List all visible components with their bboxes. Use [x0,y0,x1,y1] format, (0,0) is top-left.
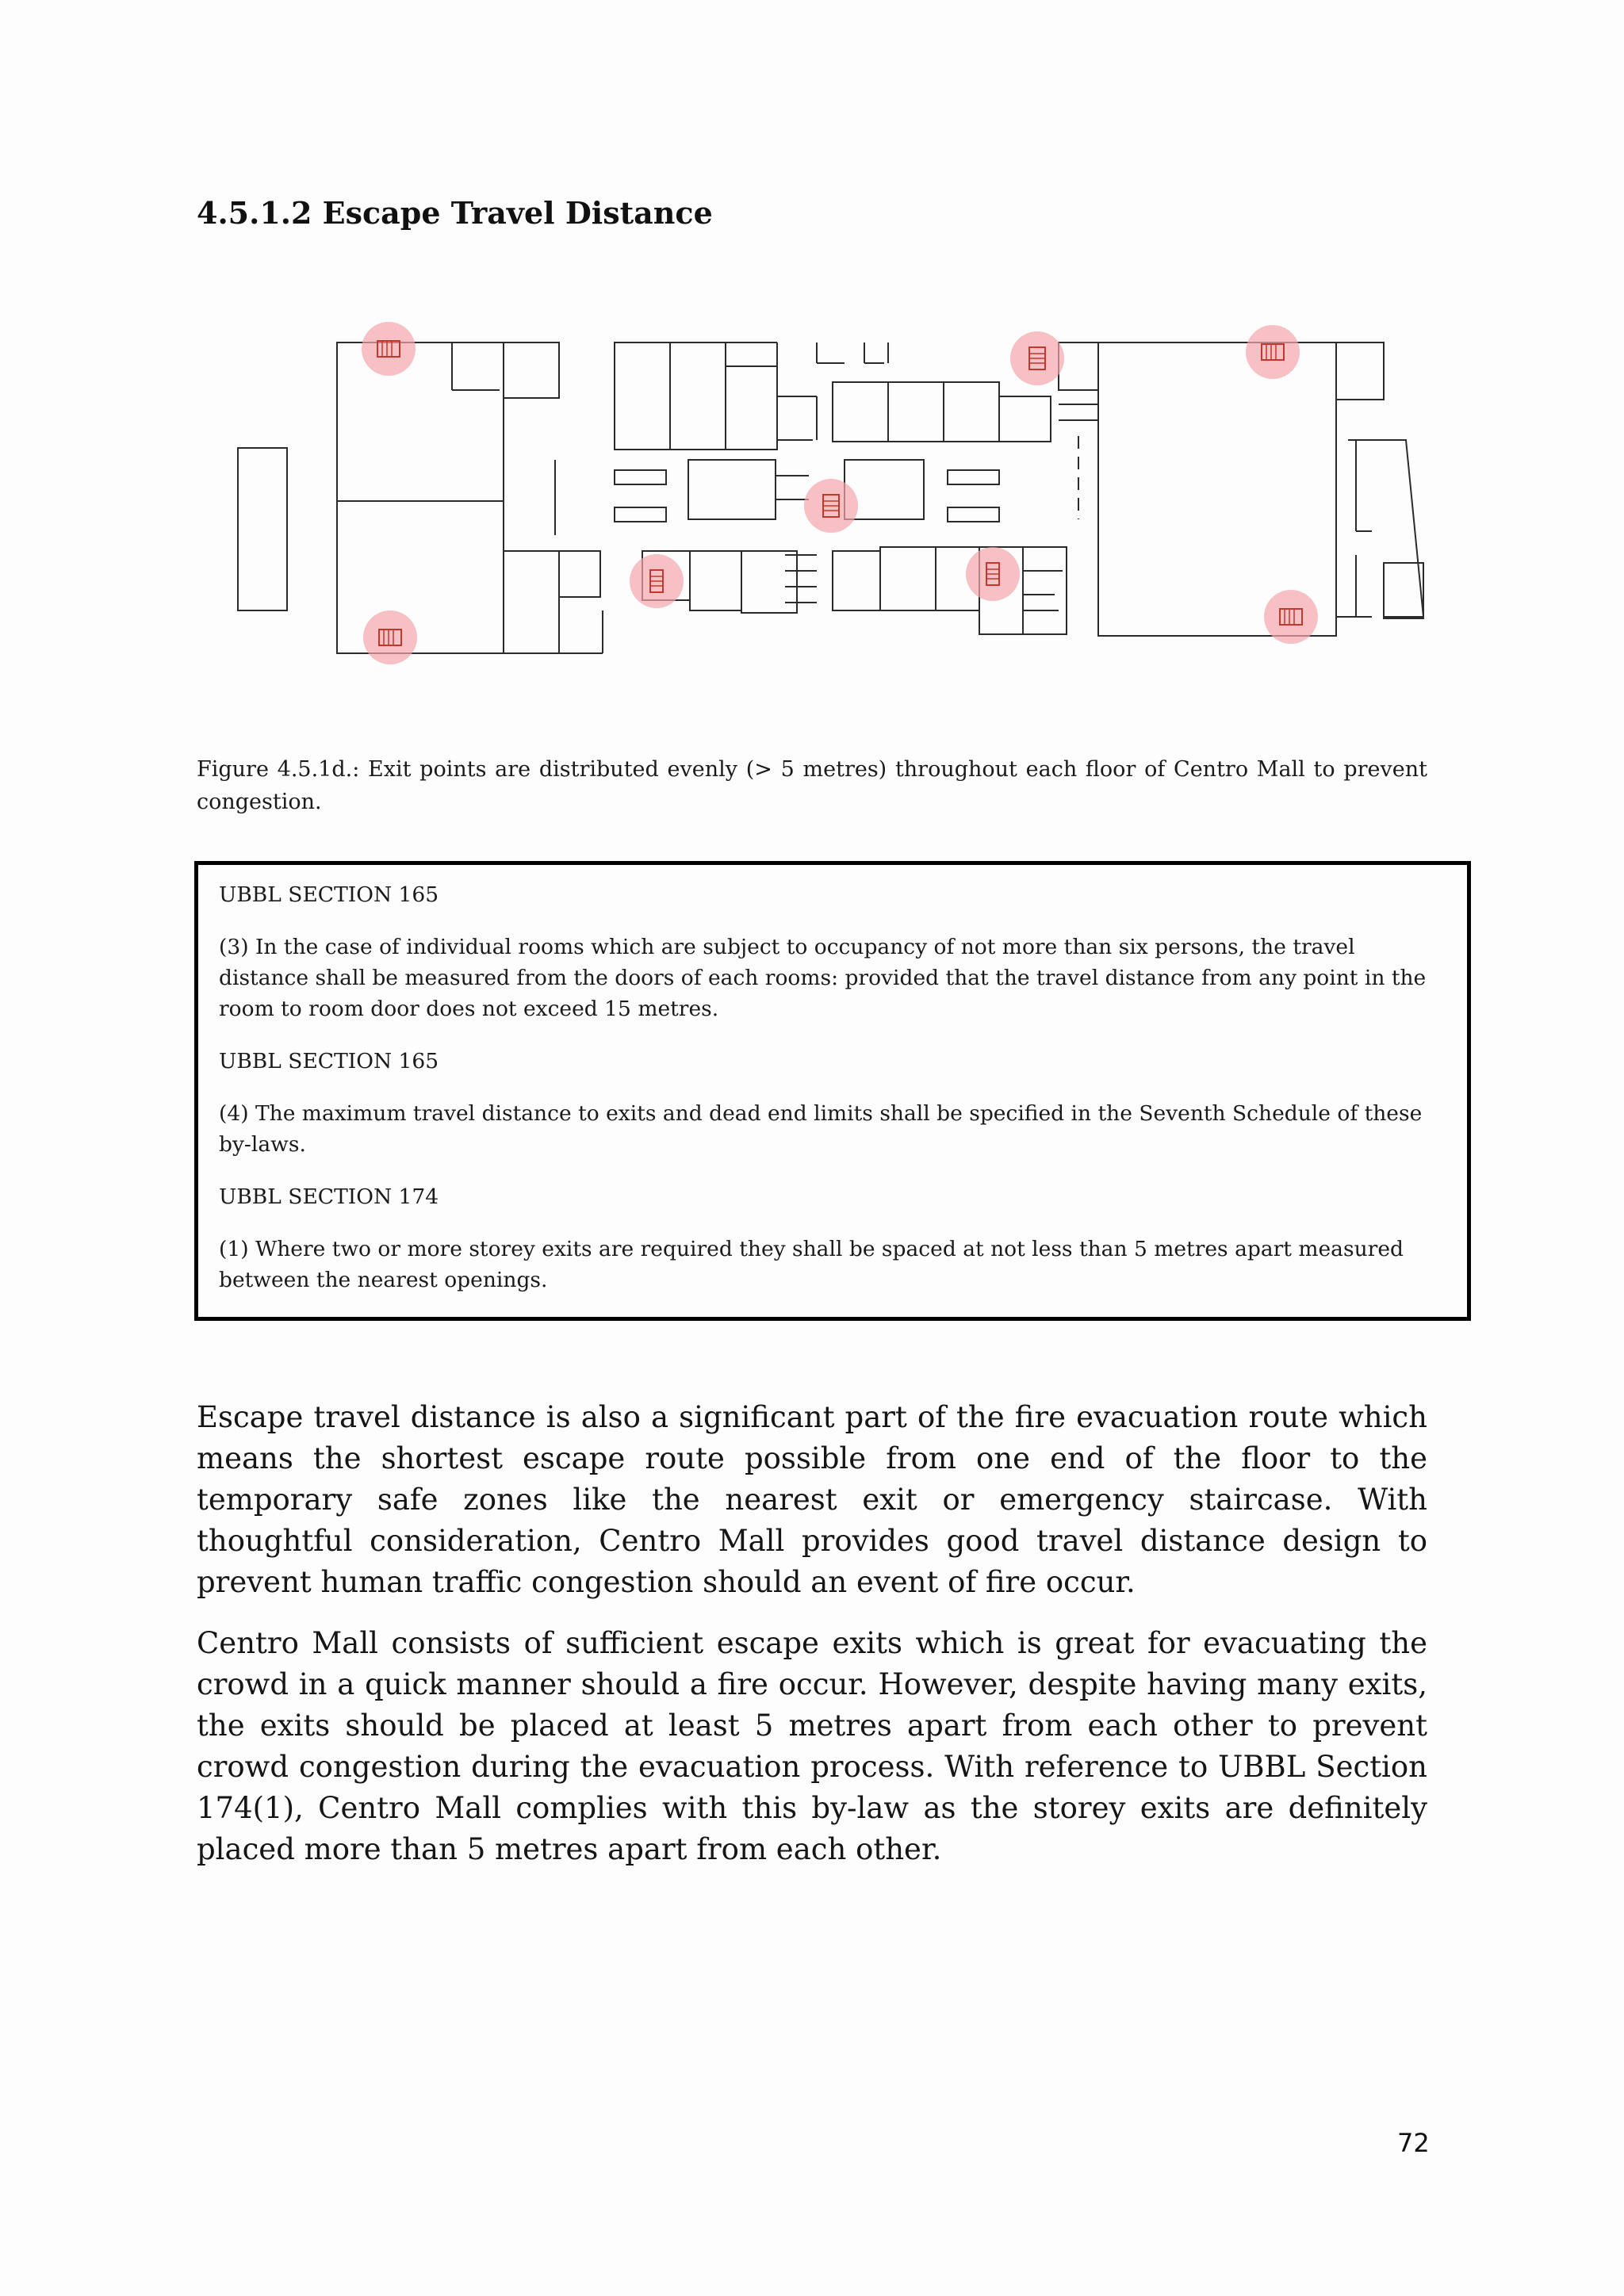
body-paragraph: Centro Mall consists of sufficient escape exits which is great for evacuating the crowd in a quick manner should a fire occur. However, despite having many exits, the exits should be placed at least 5 metres apart from each other to prevent crowd congestion during the evacuation process. With reference to UBBL Section 174(1), Centro Mall complies with this by-law as the storey exits are definitely placed more than 5 metres apart from each other. [197,1626,1427,1866]
exit-icon [363,610,417,664]
ubbl-reference-box [194,861,1471,1321]
body-text [197,1397,1427,1890]
page-number: 72 [1397,2128,1430,2158]
exit-icon [1246,325,1300,379]
exit-markers [362,322,1318,664]
section-heading: 4.5.1.2 Escape Travel Distance [197,195,713,231]
ubbl-clause-text: (1) Where two or more storey exits are required they shall be spaced at not less than 5 metres apart measured between the nearest openings. [219,1237,1404,1292]
figure-caption: Figure 4.5.1d.: Exit points are distributed evenly (> 5 metres) throughout each floor of Centro Mall to prevent congestion. [197,757,1427,814]
exit-icon [1264,590,1318,644]
exit-icon [630,554,684,608]
ubbl-section-title: UBBL SECTION 165 [219,882,439,907]
ubbl-clause-text: (3) In the case of individual rooms which are subject to occupancy of not more than six persons, the travel distance shall be measured from the doors of each rooms: provided that the travel distance from any point in the room to room door does not exceed 15 metres. [219,935,1427,1021]
ubbl-section-title: UBBL SECTION 174 [219,1184,439,1209]
exit-icon [362,322,416,376]
detached-block [238,448,287,610]
exit-icon [1010,331,1064,385]
exit-icon [804,479,858,533]
ubbl-section-title: UBBL SECTION 165 [219,1049,439,1073]
west-wing [337,342,504,653]
floor-plan-drawing [230,317,1443,682]
ubbl-clause-text: (4) The maximum travel distance to exits and dead end limits shall be specified in the Seventh Schedule of these by-laws. [219,1101,1423,1157]
floor-plan-figure [230,317,1443,682]
body-paragraph: Escape travel distance is also a significant part of the fire evacuation route which means the shortest escape route possible from one end of the floor to the temporary safe zones like the nearest exit or emergency staircase. With thoughtful consideration, Centro Mall provides good travel distance design to prevent human traffic congestion should an event of fire occur. [197,1400,1427,1599]
exit-icon [966,547,1020,601]
